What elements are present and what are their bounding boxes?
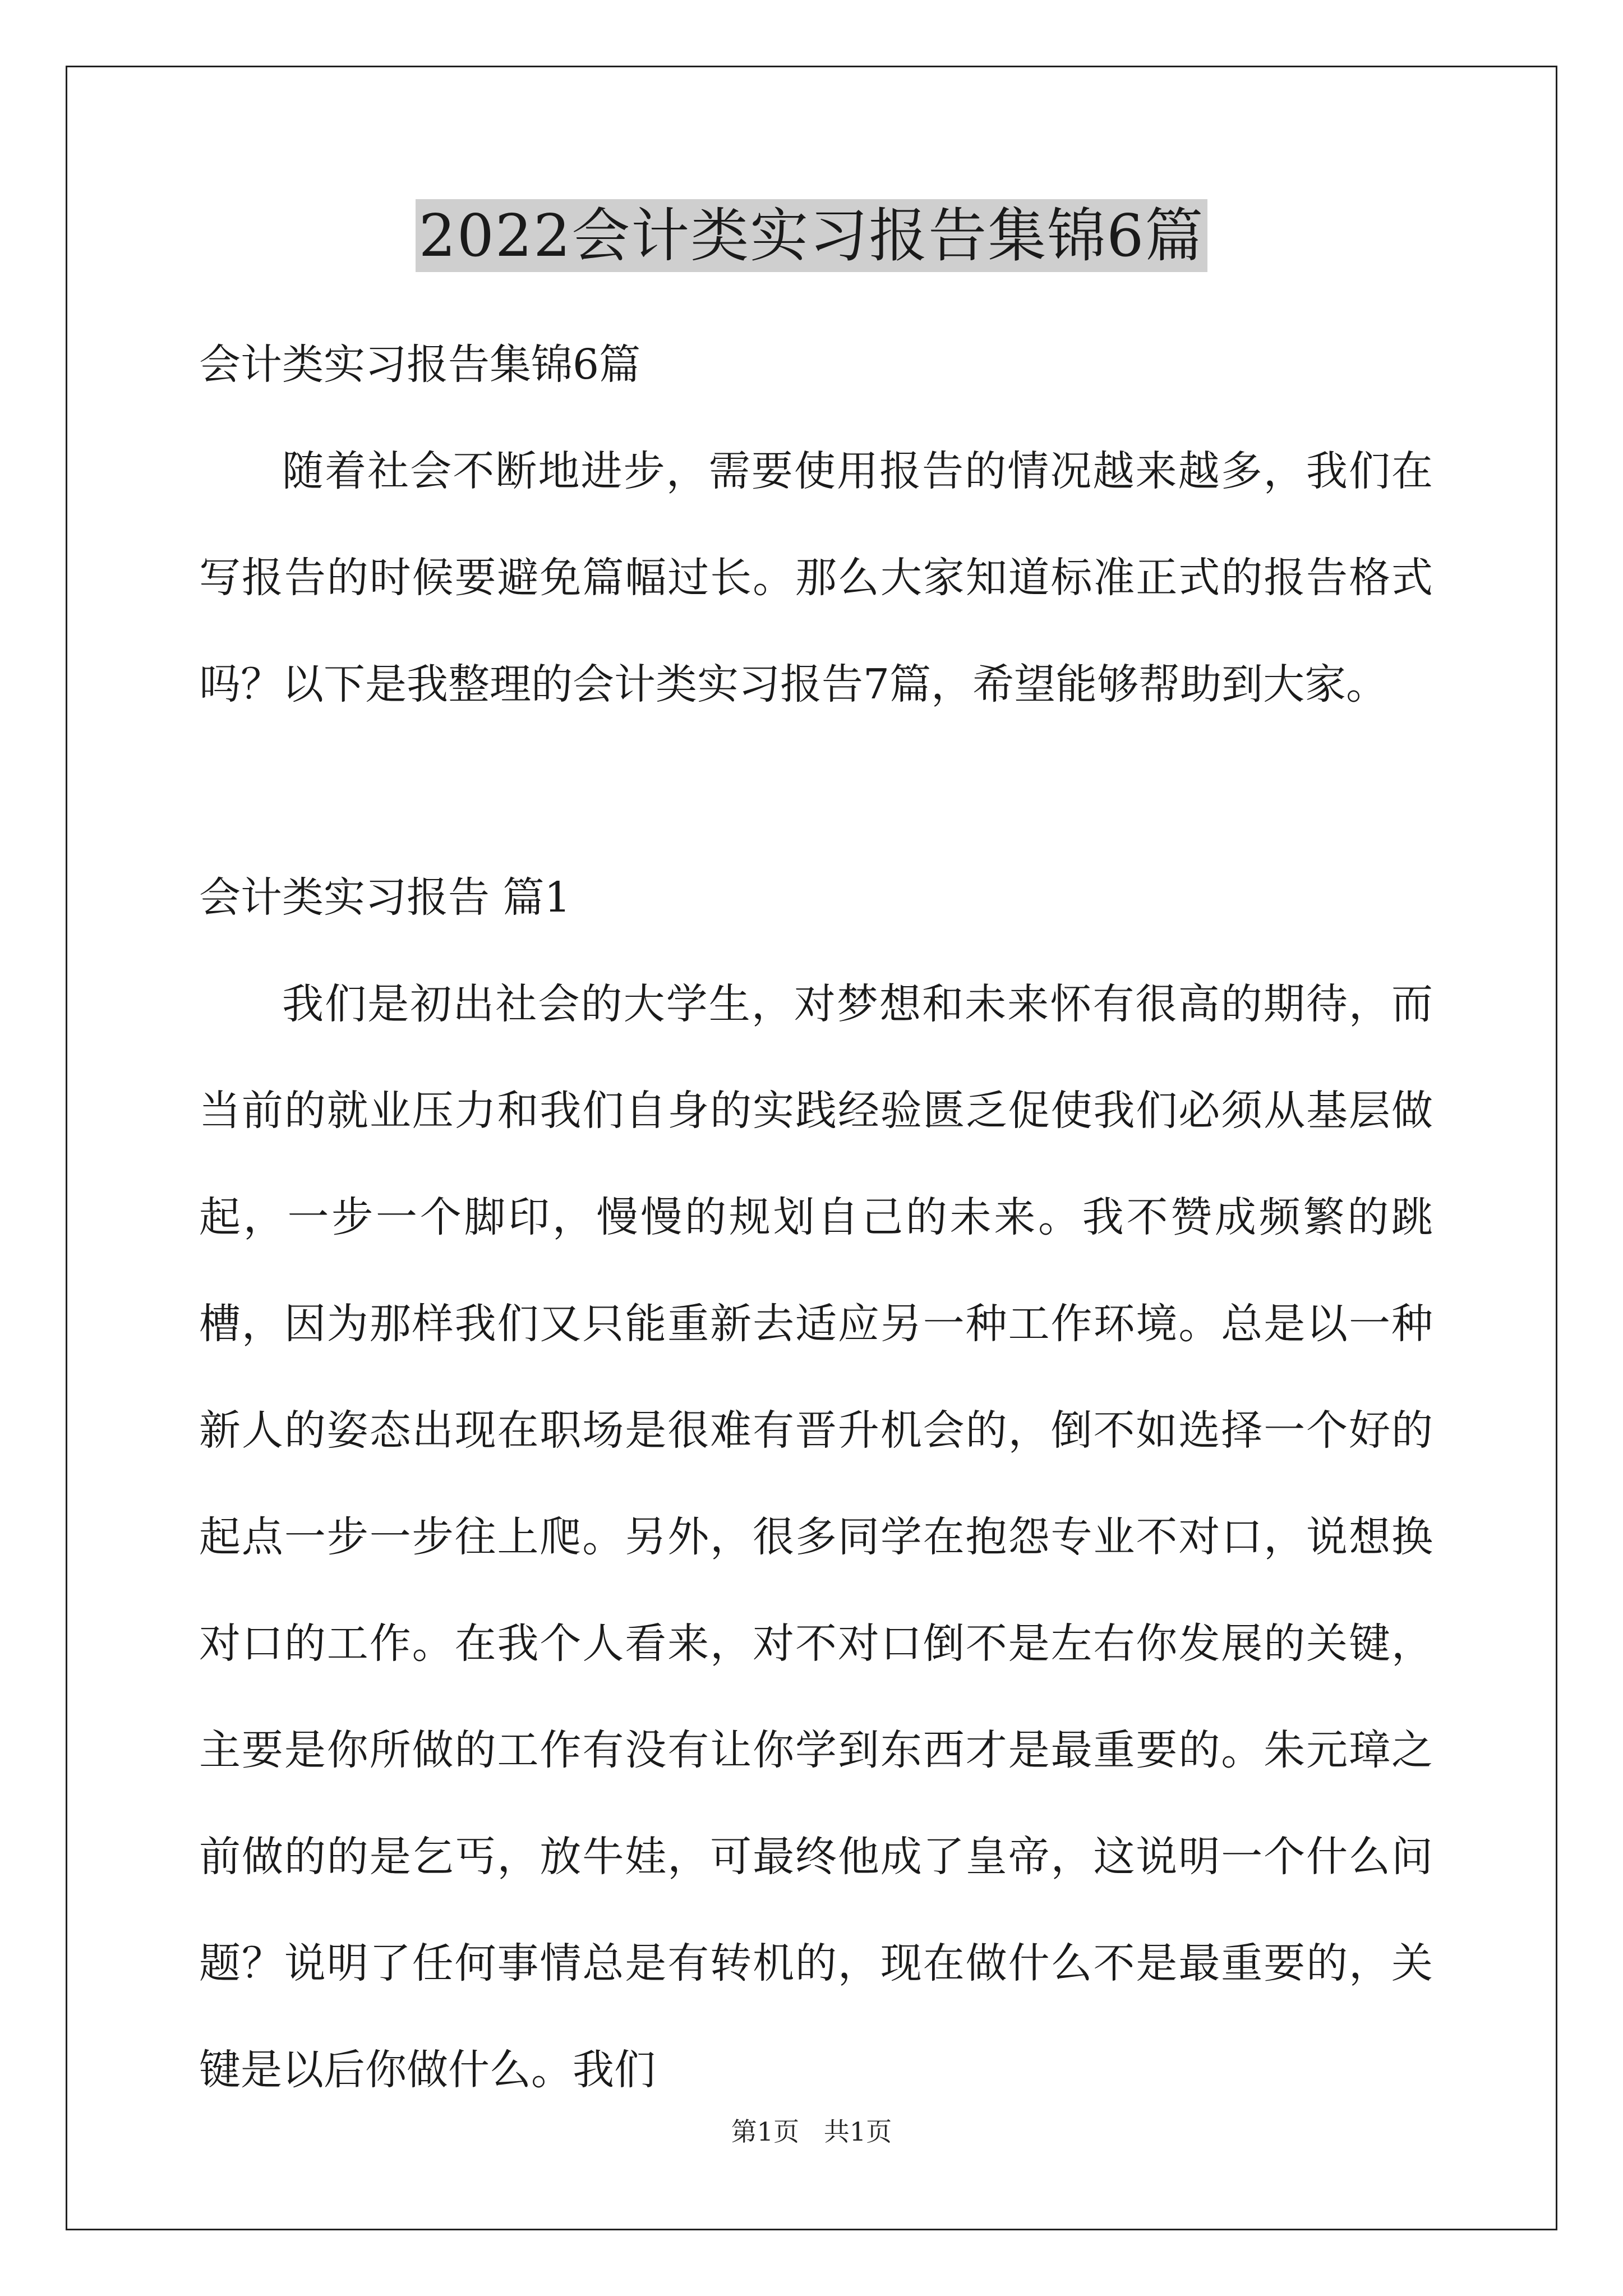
document-title-text: 2022会计类实习报告集锦6篇 [416,199,1208,272]
section-heading: 会计类实习报告 篇1 [199,873,571,922]
intro-paragraph: 随着社会不断地进步，需要使用报告的情况越来越多，我们在写报告的时候要避免篇幅过长。那么大家知道标准正式的报告格式吗？以下是我整理的会计类实习报告7篇，希望能够帮助到大家。 [199,447,1433,708]
document-subtitle: 会计类实习报告集锦6篇 [199,341,641,389]
section-body-paragraph: 我们是初出社会的大学生，对梦想和未来怀有很高的期待，而当前的就业压力和我们自身的实践经验匮乏促使我们必须从基层做起，一步一个脚印，慢慢的规划自己的未来。我不赞成频繁的跳槽，因为那样我们又只能重新去适应另一种工作环境。总是以一种新人的姿态出现在职场是很难有晋升机会的，倒不如选择一个好的起点一步一步往上爬。另外，很多同学在抱怨专业不对口，说想换对口的工作。在我个人看来，对不对口倒不是左右你发展的关键，主要是你所做的工作有没有让你学到东西才是最重要的。朱元璋之前做的的是乞丐，放牛娃，可最终他成了皇帝，这说明一个什么问题？说明了任何事情总是有转机的，现在做什么不是最重要的，关键是以后你做什么。我们 [199,980,1433,2094]
document-title [0,199,1623,272]
page-footer: 第1页 共1页 [731,2116,892,2147]
document-body [199,311,1433,2123]
section-spacer [199,738,1433,844]
